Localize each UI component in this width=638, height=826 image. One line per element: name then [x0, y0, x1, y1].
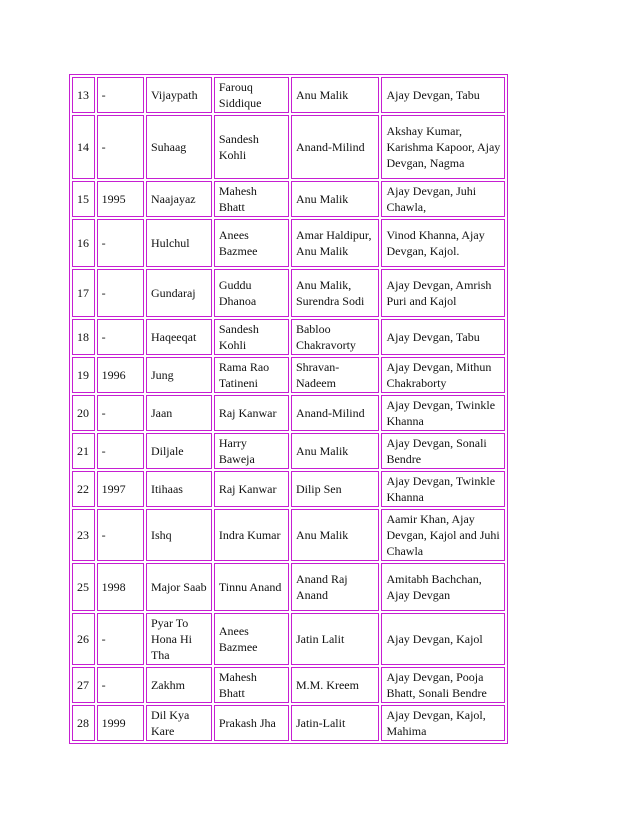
- music-director-cell: Babloo Chakravorty: [291, 319, 380, 355]
- year-cell: -: [97, 115, 144, 179]
- film-title-cell: Jung: [146, 357, 212, 393]
- film-title-cell: Jaan: [146, 395, 212, 431]
- table-row: [72, 667, 505, 703]
- row-number-cell: 28: [72, 705, 95, 741]
- film-title-cell: Haqeeqat: [146, 319, 212, 355]
- music-director-cell: Amar Haldipur, Anu Malik: [291, 219, 380, 267]
- table-row: [72, 613, 505, 665]
- row-number-cell: 26: [72, 613, 95, 665]
- table-row: [72, 471, 505, 507]
- music-director-cell: Jatin Lalit: [291, 613, 380, 665]
- table-row: [72, 319, 505, 355]
- film-title-cell: Gundaraj: [146, 269, 212, 317]
- table-row: [72, 77, 505, 113]
- film-title-cell: Dil Kya Kare: [146, 705, 212, 741]
- table-row: [72, 705, 505, 741]
- music-director-cell: Shravan-Nadeem: [291, 357, 380, 393]
- film-title-cell: Itihaas: [146, 471, 212, 507]
- cast-cell: Ajay Devgan, Amrish Puri and Kajol: [381, 269, 505, 317]
- year-cell: -: [97, 319, 144, 355]
- director-cell: Raj Kanwar: [214, 471, 289, 507]
- film-title-cell: Suhaag: [146, 115, 212, 179]
- cast-cell: Ajay Devgan, Kajol, Mahima: [381, 705, 505, 741]
- cast-cell: Akshay Kumar, Karishma Kapoor, Ajay Devgan, Nagma: [381, 115, 505, 179]
- music-director-cell: Anu Malik: [291, 509, 380, 561]
- music-director-cell: Anand-Milind: [291, 395, 380, 431]
- year-cell: -: [97, 77, 144, 113]
- cast-cell: Amitabh Bachchan, Ajay Devgan: [381, 563, 505, 611]
- year-cell: -: [97, 269, 144, 317]
- cast-cell: Ajay Devgan, Twinkle Khanna: [381, 395, 505, 431]
- year-cell: 1996: [97, 357, 144, 393]
- cast-cell: Ajay Devgan, Tabu: [381, 77, 505, 113]
- row-number-cell: 16: [72, 219, 95, 267]
- director-cell: Anees Bazmee: [214, 219, 289, 267]
- year-cell: 1995: [97, 181, 144, 217]
- table-row: [72, 181, 505, 217]
- table-row: [72, 433, 505, 469]
- row-number-cell: 15: [72, 181, 95, 217]
- film-title-cell: Zakhm: [146, 667, 212, 703]
- row-number-cell: 14: [72, 115, 95, 179]
- film-title-cell: Naajayaz: [146, 181, 212, 217]
- cast-cell: Ajay Devgan, Twinkle Khanna: [381, 471, 505, 507]
- music-director-cell: Anu Malik: [291, 77, 380, 113]
- row-number-cell: 21: [72, 433, 95, 469]
- film-title-cell: Pyar To Hona Hi Tha: [146, 613, 212, 665]
- table-row: [72, 219, 505, 267]
- music-director-cell: Anand-Milind: [291, 115, 380, 179]
- music-director-cell: M.M. Kreem: [291, 667, 380, 703]
- director-cell: Farouq Siddique: [214, 77, 289, 113]
- year-cell: 1998: [97, 563, 144, 611]
- director-cell: Rama Rao Tatineni: [214, 357, 289, 393]
- director-cell: Guddu Dhanoa: [214, 269, 289, 317]
- row-number-cell: 13: [72, 77, 95, 113]
- row-number-cell: 27: [72, 667, 95, 703]
- row-number-cell: 20: [72, 395, 95, 431]
- music-director-cell: Dilip Sen: [291, 471, 380, 507]
- director-cell: Raj Kanwar: [214, 395, 289, 431]
- film-title-cell: Major Saab: [146, 563, 212, 611]
- cast-cell: Vinod Khanna, Ajay Devgan, Kajol.: [381, 219, 505, 267]
- director-cell: Anees Bazmee: [214, 613, 289, 665]
- row-number-cell: 25: [72, 563, 95, 611]
- table-row: [72, 395, 505, 431]
- row-number-cell: 19: [72, 357, 95, 393]
- row-number-cell: 23: [72, 509, 95, 561]
- filmography-table-wrapper: [69, 74, 508, 744]
- table-row: [72, 115, 505, 179]
- director-cell: Tinnu Anand: [214, 563, 289, 611]
- director-cell: Mahesh Bhatt: [214, 181, 289, 217]
- film-title-cell: Vijaypath: [146, 77, 212, 113]
- row-number-cell: 17: [72, 269, 95, 317]
- music-director-cell: Anand Raj Anand: [291, 563, 380, 611]
- year-cell: -: [97, 395, 144, 431]
- year-cell: 1999: [97, 705, 144, 741]
- director-cell: Prakash Jha: [214, 705, 289, 741]
- film-title-cell: Hulchul: [146, 219, 212, 267]
- filmography-table: [69, 74, 508, 744]
- cast-cell: Aamir Khan, Ajay Devgan, Kajol and Juhi Chawla: [381, 509, 505, 561]
- row-number-cell: 18: [72, 319, 95, 355]
- film-title-cell: Diljale: [146, 433, 212, 469]
- row-number-cell: 22: [72, 471, 95, 507]
- year-cell: -: [97, 433, 144, 469]
- music-director-cell: Jatin-Lalit: [291, 705, 380, 741]
- cast-cell: Ajay Devgan, Juhi Chawla,: [381, 181, 505, 217]
- film-title-cell: Ishq: [146, 509, 212, 561]
- year-cell: -: [97, 613, 144, 665]
- music-director-cell: Anu Malik: [291, 181, 380, 217]
- year-cell: -: [97, 219, 144, 267]
- cast-cell: Ajay Devgan, Sonali Bendre: [381, 433, 505, 469]
- director-cell: Sandesh Kohli: [214, 319, 289, 355]
- table-row: [72, 269, 505, 317]
- cast-cell: Ajay Devgan, Mithun Chakraborty: [381, 357, 505, 393]
- director-cell: Sandesh Kohli: [214, 115, 289, 179]
- music-director-cell: Anu Malik: [291, 433, 380, 469]
- director-cell: Harry Baweja: [214, 433, 289, 469]
- director-cell: Mahesh Bhatt: [214, 667, 289, 703]
- table-row: [72, 357, 505, 393]
- cast-cell: Ajay Devgan, Kajol: [381, 613, 505, 665]
- cast-cell: Ajay Devgan, Tabu: [381, 319, 505, 355]
- director-cell: Indra Kumar: [214, 509, 289, 561]
- table-row: [72, 509, 505, 561]
- table-row: [72, 563, 505, 611]
- year-cell: -: [97, 667, 144, 703]
- music-director-cell: Anu Malik, Surendra Sodi: [291, 269, 380, 317]
- filmography-table-body: [72, 77, 505, 741]
- year-cell: -: [97, 509, 144, 561]
- year-cell: 1997: [97, 471, 144, 507]
- cast-cell: Ajay Devgan, Pooja Bhatt, Sonali Bendre: [381, 667, 505, 703]
